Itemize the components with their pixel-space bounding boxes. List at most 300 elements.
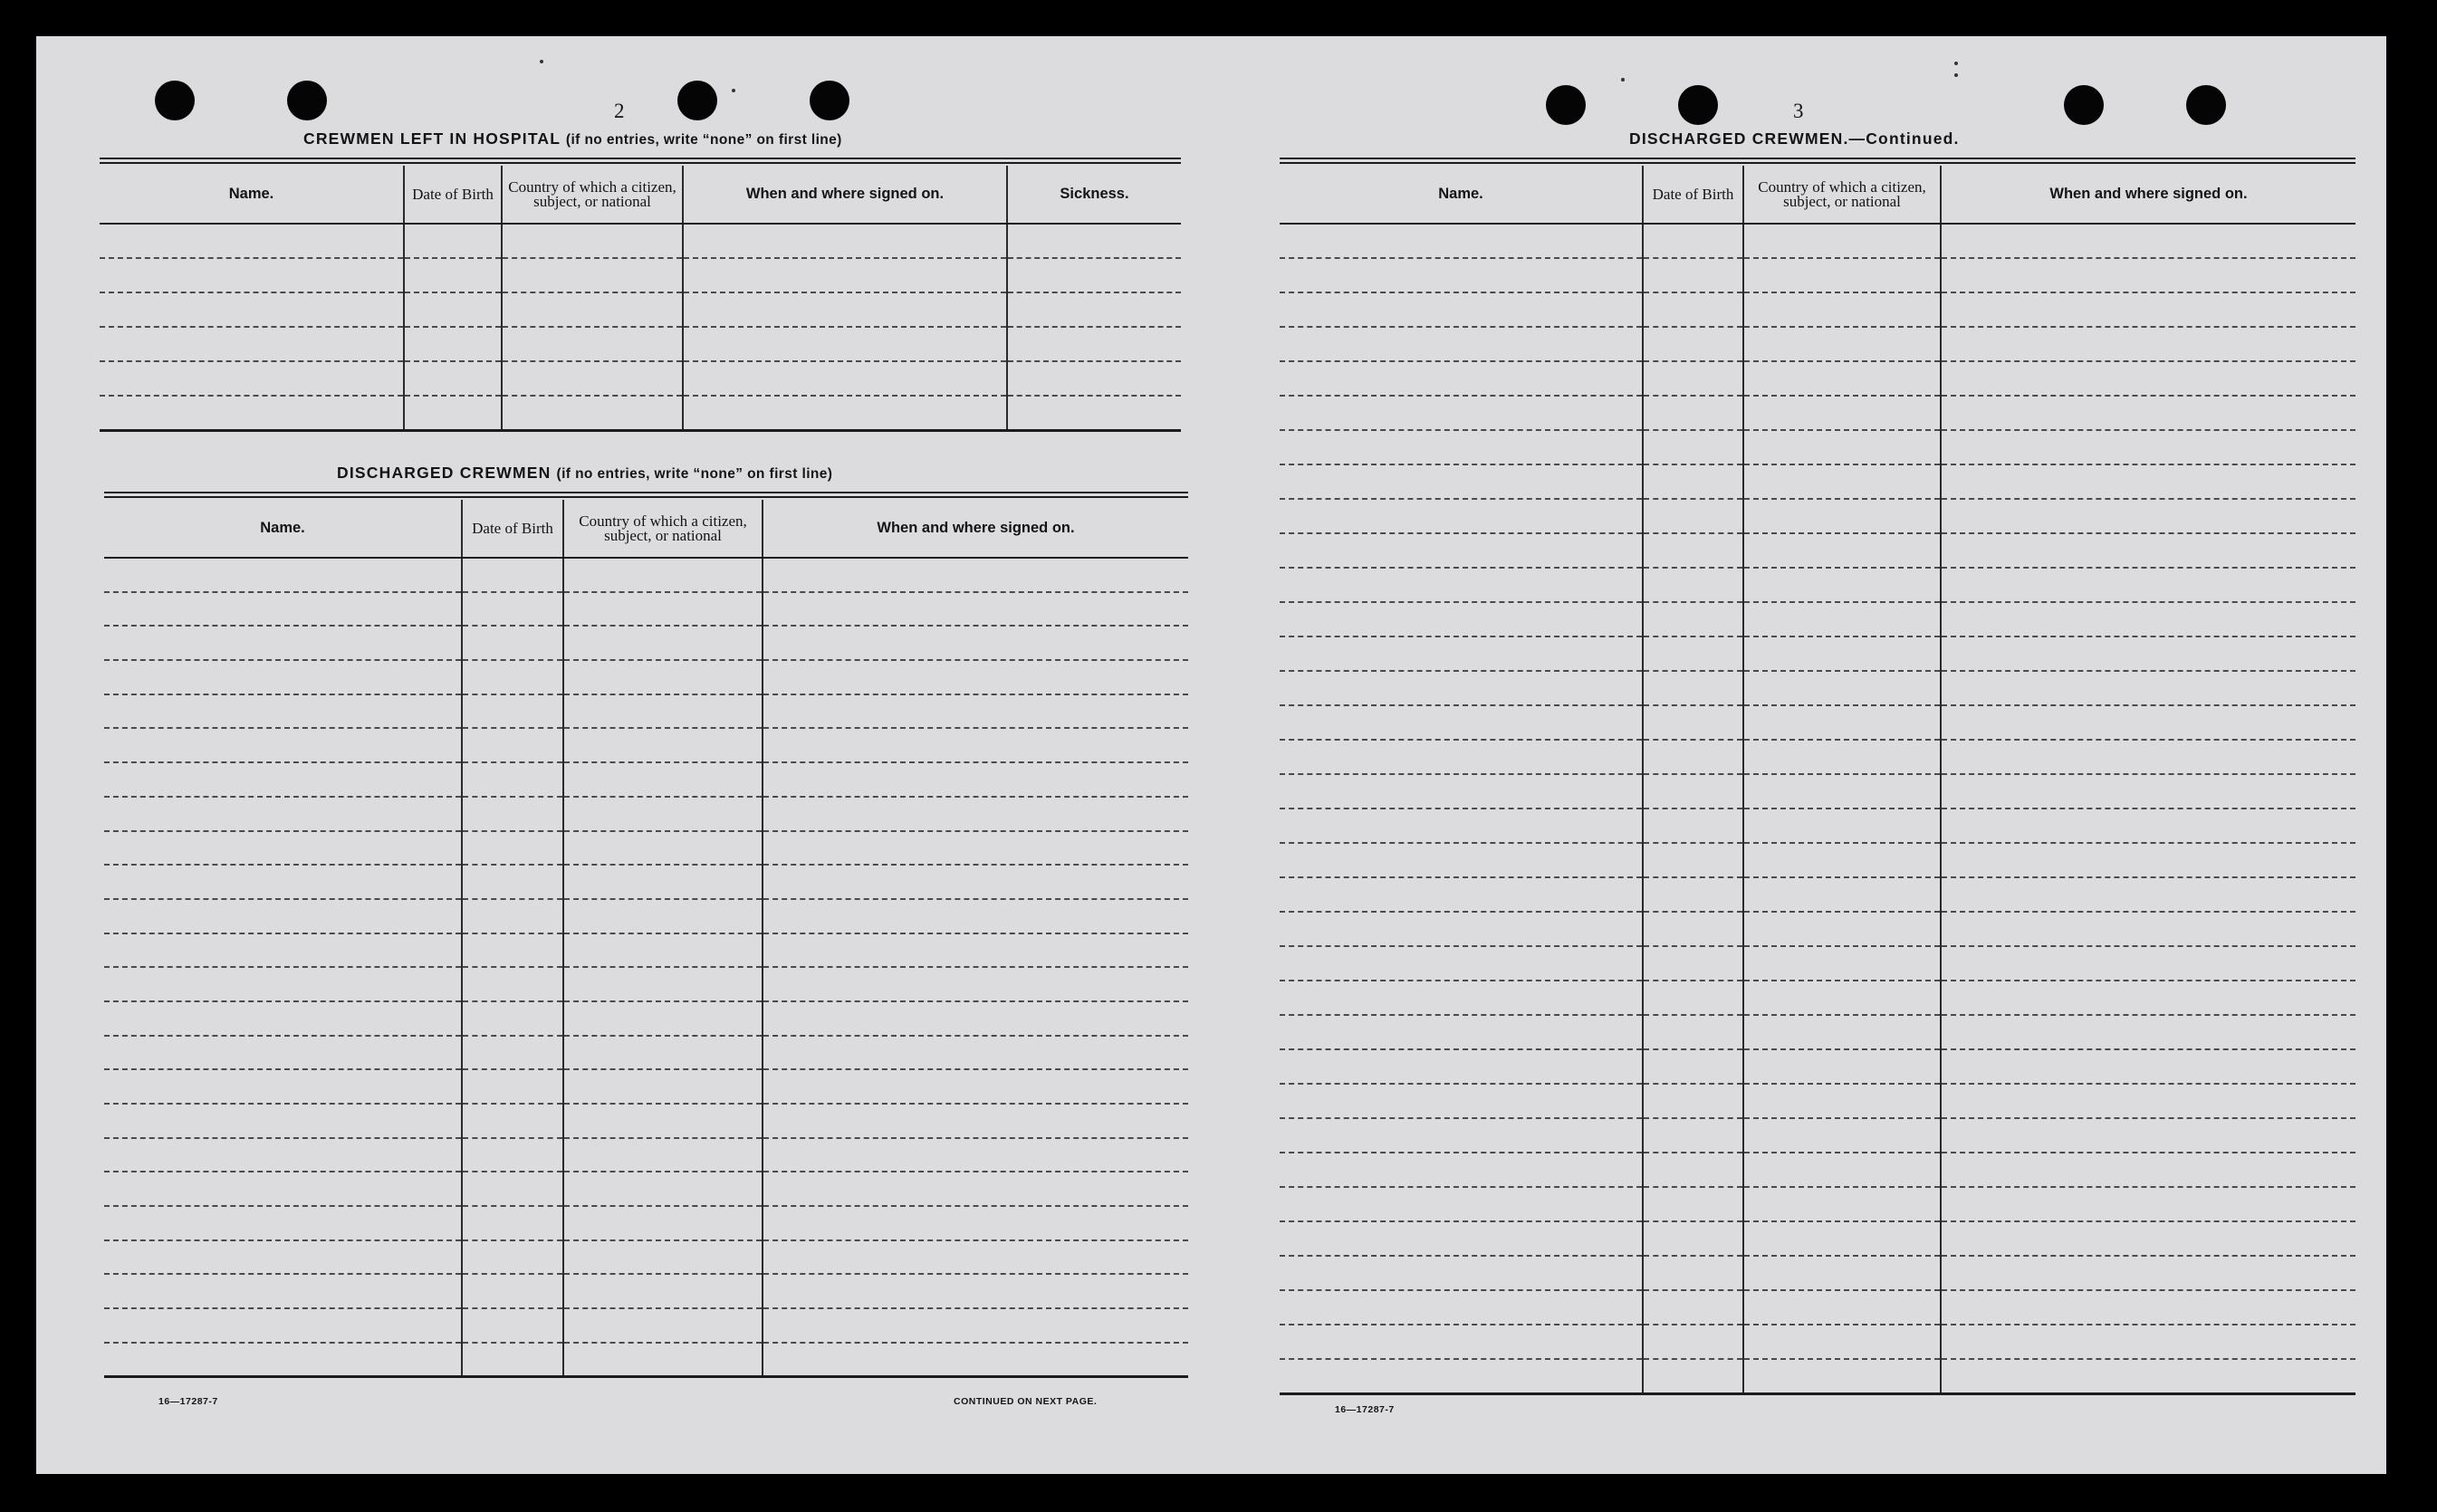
entry-cell[interactable] (100, 292, 404, 327)
entry-cell[interactable] (1643, 1153, 1743, 1187)
entry-cell[interactable] (1280, 258, 1643, 292)
entry-cell[interactable] (763, 1036, 1188, 1070)
entry-cell[interactable] (763, 967, 1188, 1001)
entry-cell[interactable] (462, 933, 563, 968)
entry-cell[interactable] (1743, 464, 1941, 499)
table-row (104, 1001, 1188, 1036)
entry-cell[interactable] (563, 865, 763, 899)
entry-cell[interactable] (763, 1308, 1188, 1343)
entry-cell[interactable] (1941, 1187, 2355, 1221)
table-row (104, 865, 1188, 899)
entry-cell[interactable] (1941, 1049, 2355, 1084)
entry-cell[interactable] (1643, 464, 1743, 499)
entry-cell[interactable] (1643, 292, 1743, 327)
entry-cell[interactable] (1743, 499, 1941, 533)
entry-cell[interactable] (104, 728, 462, 762)
entry-cell[interactable] (462, 1104, 563, 1138)
entry-cell[interactable] (104, 1308, 462, 1343)
entry-cell[interactable] (104, 592, 462, 627)
entry-cell[interactable] (462, 694, 563, 729)
entry-cell[interactable] (563, 762, 763, 797)
entry-cell[interactable] (1643, 396, 1743, 430)
entry-cell[interactable] (462, 967, 563, 1001)
entry-cell[interactable] (563, 1274, 763, 1308)
entry-cell[interactable] (104, 1036, 462, 1070)
entry-cell[interactable] (1643, 1015, 1743, 1049)
entry-cell[interactable] (1743, 774, 1941, 809)
table-row (104, 694, 1188, 729)
table-row (104, 660, 1188, 694)
entry-cell[interactable] (1280, 774, 1643, 809)
entry-cell[interactable] (462, 1274, 563, 1308)
entry-cell[interactable] (763, 1172, 1188, 1206)
entry-cell[interactable] (563, 1240, 763, 1275)
entry-cell[interactable] (404, 224, 502, 258)
entry-cell[interactable] (1941, 1118, 2355, 1153)
entry-cell[interactable] (1941, 1153, 2355, 1187)
table-row (1280, 671, 2355, 705)
entry-cell[interactable] (1941, 396, 2355, 430)
entry-cell[interactable] (683, 224, 1007, 258)
table-row (1280, 774, 2355, 809)
entry-cell[interactable] (763, 1274, 1188, 1308)
entry-cell[interactable] (1280, 327, 1643, 361)
table-row (104, 762, 1188, 797)
entry-cell[interactable] (404, 396, 502, 430)
entry-cell[interactable] (1643, 946, 1743, 981)
entry-cell[interactable] (683, 396, 1007, 430)
table-row (1280, 292, 2355, 327)
entry-cell[interactable] (1941, 705, 2355, 740)
entry-cell[interactable] (1007, 292, 1181, 327)
entry-cell[interactable] (1280, 1325, 1643, 1359)
entry-cell[interactable] (1643, 1359, 1743, 1393)
entry-cell[interactable] (1280, 1221, 1643, 1256)
entry-cell[interactable] (1743, 912, 1941, 946)
entry-cell[interactable] (1643, 877, 1743, 912)
entry-cell[interactable] (1941, 1256, 2355, 1290)
entry-cell[interactable] (1941, 464, 2355, 499)
title-double-rule (1280, 158, 2355, 159)
entry-cell[interactable] (1643, 1084, 1743, 1118)
entry-cell[interactable] (1280, 1290, 1643, 1325)
entry-cell[interactable] (1941, 981, 2355, 1015)
entry-cell[interactable] (563, 899, 763, 933)
entry-cell[interactable] (1643, 809, 1743, 843)
entry-cell[interactable] (1280, 1049, 1643, 1084)
table-row (1280, 430, 2355, 464)
entry-cell[interactable] (104, 899, 462, 933)
entry-cell[interactable] (1743, 602, 1941, 636)
entry-cell[interactable] (1743, 1290, 1941, 1325)
entry-cell[interactable] (1743, 1049, 1941, 1084)
entry-cell[interactable] (502, 224, 683, 258)
entry-cell[interactable] (462, 1138, 563, 1172)
entry-cell[interactable] (763, 728, 1188, 762)
hospital-title-text: CREWMEN LEFT IN HOSPITAL (303, 129, 561, 148)
entry-cell[interactable] (1643, 1256, 1743, 1290)
table-row (104, 558, 1188, 592)
entry-cell[interactable] (1643, 327, 1743, 361)
entry-cell[interactable] (1743, 361, 1941, 396)
entry-cell[interactable] (1643, 533, 1743, 568)
entry-cell[interactable] (462, 797, 563, 831)
entry-cell[interactable] (462, 1240, 563, 1275)
entry-cell[interactable] (683, 292, 1007, 327)
entry-cell[interactable] (683, 258, 1007, 292)
entry-cell[interactable] (502, 292, 683, 327)
table-row (1280, 499, 2355, 533)
entry-cell[interactable] (1007, 396, 1181, 430)
entry-cell[interactable] (1743, 877, 1941, 912)
entry-cell[interactable] (1743, 671, 1941, 705)
entry-cell[interactable] (502, 361, 683, 396)
table-row (100, 396, 1181, 430)
entry-cell[interactable] (502, 327, 683, 361)
entry-cell[interactable] (462, 592, 563, 627)
entry-cell[interactable] (683, 327, 1007, 361)
entry-cell[interactable] (763, 592, 1188, 627)
entry-cell[interactable] (1280, 292, 1643, 327)
table-row (100, 361, 1181, 396)
entry-cell[interactable] (1007, 327, 1181, 361)
entry-cell[interactable] (104, 1104, 462, 1138)
entry-cell[interactable] (100, 327, 404, 361)
entry-cell[interactable] (1280, 533, 1643, 568)
entry-cell[interactable] (563, 1343, 763, 1377)
entry-cell[interactable] (462, 1172, 563, 1206)
entry-cell[interactable] (462, 660, 563, 694)
entry-cell[interactable] (763, 933, 1188, 968)
entry-cell[interactable] (1643, 430, 1743, 464)
entry-cell[interactable] (563, 626, 763, 660)
table-row (1280, 877, 2355, 912)
entry-cell[interactable] (1743, 327, 1941, 361)
entry-cell[interactable] (104, 933, 462, 968)
entry-cell[interactable] (1941, 877, 2355, 912)
entry-cell[interactable] (1941, 843, 2355, 877)
entry-cell[interactable] (563, 660, 763, 694)
entry-cell[interactable] (1643, 774, 1743, 809)
entry-cell[interactable] (1743, 740, 1941, 774)
entry-cell[interactable] (1280, 361, 1643, 396)
table-row (1280, 1015, 2355, 1049)
entry-cell[interactable] (404, 361, 502, 396)
entry-cell[interactable] (1643, 1187, 1743, 1221)
entry-cell[interactable] (1941, 430, 2355, 464)
entry-cell[interactable] (1743, 809, 1941, 843)
entry-cell[interactable] (1941, 1325, 2355, 1359)
entry-cell[interactable] (1280, 499, 1643, 533)
form-number: 16—17287-7 (1335, 1404, 1395, 1415)
entry-cell[interactable] (1643, 602, 1743, 636)
entry-cell[interactable] (1643, 1118, 1743, 1153)
entry-cell[interactable] (104, 865, 462, 899)
entry-cell[interactable] (502, 396, 683, 430)
entry-cell[interactable] (404, 327, 502, 361)
entry-cell[interactable] (1280, 912, 1643, 946)
entry-cell[interactable] (1643, 224, 1743, 258)
entry-cell[interactable] (763, 1001, 1188, 1036)
entry-cell[interactable] (1743, 1118, 1941, 1153)
entry-cell[interactable] (104, 626, 462, 660)
entry-cell[interactable] (1643, 1290, 1743, 1325)
entry-cell[interactable] (1941, 224, 2355, 258)
entry-cell[interactable] (1941, 1015, 2355, 1049)
entry-cell[interactable] (1280, 740, 1643, 774)
entry-cell[interactable] (104, 967, 462, 1001)
entry-cell[interactable] (1941, 740, 2355, 774)
entry-cell[interactable] (1941, 1084, 2355, 1118)
entry-cell[interactable] (763, 626, 1188, 660)
entry-cell[interactable] (462, 1206, 563, 1240)
entry-cell[interactable] (763, 1138, 1188, 1172)
table-row (1280, 533, 2355, 568)
entry-cell[interactable] (1280, 946, 1643, 981)
entry-cell[interactable] (1743, 533, 1941, 568)
entry-cell[interactable] (763, 558, 1188, 592)
entry-cell[interactable] (1643, 705, 1743, 740)
entry-cell[interactable] (1643, 1221, 1743, 1256)
entry-cell[interactable] (563, 967, 763, 1001)
entry-cell[interactable] (683, 361, 1007, 396)
entry-cell[interactable] (563, 797, 763, 831)
entry-cell[interactable] (1007, 258, 1181, 292)
entry-cell[interactable] (563, 1308, 763, 1343)
entry-cell[interactable] (763, 899, 1188, 933)
entry-cell[interactable] (1941, 1359, 2355, 1393)
discharged-table (104, 500, 1188, 1378)
entry-cell[interactable] (1743, 292, 1941, 327)
entry-cell[interactable] (1643, 843, 1743, 877)
entry-cell[interactable] (763, 762, 1188, 797)
entry-cell[interactable] (563, 592, 763, 627)
entry-cell[interactable] (763, 1069, 1188, 1104)
entry-cell[interactable] (1280, 671, 1643, 705)
entry-cell[interactable] (563, 728, 763, 762)
entry-cell[interactable] (100, 396, 404, 430)
entry-cell[interactable] (1280, 636, 1643, 671)
entry-cell[interactable] (104, 1001, 462, 1036)
entry-cell[interactable] (563, 933, 763, 968)
entry-cell[interactable] (104, 1172, 462, 1206)
entry-cell[interactable] (1643, 981, 1743, 1015)
entry-cell[interactable] (1941, 499, 2355, 533)
entry-cell[interactable] (1280, 1256, 1643, 1290)
entry-cell[interactable] (104, 1206, 462, 1240)
punch-hole (810, 81, 849, 120)
entry-cell[interactable] (1643, 568, 1743, 602)
entry-cell[interactable] (1643, 499, 1743, 533)
entry-cell[interactable] (462, 1036, 563, 1070)
entry-cell[interactable] (1280, 224, 1643, 258)
entry-cell[interactable] (1743, 1221, 1941, 1256)
entry-cell[interactable] (1743, 636, 1941, 671)
entry-cell[interactable] (763, 831, 1188, 866)
entry-cell[interactable] (1743, 258, 1941, 292)
entry-cell[interactable] (563, 1036, 763, 1070)
entry-cell[interactable] (1941, 636, 2355, 671)
entry-cell[interactable] (1643, 1049, 1743, 1084)
hospital-table (100, 166, 1181, 432)
entry-cell[interactable] (1280, 1153, 1643, 1187)
entry-cell[interactable] (1280, 464, 1643, 499)
entry-cell[interactable] (1643, 636, 1743, 671)
entry-cell[interactable] (104, 831, 462, 866)
entry-cell[interactable] (1280, 1359, 1643, 1393)
entry-cell[interactable] (1280, 568, 1643, 602)
entry-cell[interactable] (1007, 224, 1181, 258)
entry-cell[interactable] (1743, 568, 1941, 602)
table-row (1280, 636, 2355, 671)
entry-cell[interactable] (1280, 843, 1643, 877)
entry-cell[interactable] (1743, 430, 1941, 464)
entry-cell[interactable] (1941, 361, 2355, 396)
entry-cell[interactable] (1643, 258, 1743, 292)
entry-cell[interactable] (104, 1343, 462, 1377)
entry-cell[interactable] (1643, 671, 1743, 705)
entry-cell[interactable] (462, 626, 563, 660)
entry-cell[interactable] (763, 694, 1188, 729)
entry-cell[interactable] (1743, 843, 1941, 877)
entry-cell[interactable] (1941, 258, 2355, 292)
discharged-title-note: (if no entries, write “none” on first line) (556, 466, 833, 482)
entry-cell[interactable] (563, 558, 763, 592)
entry-cell[interactable] (462, 1343, 563, 1377)
punch-hole (2064, 85, 2104, 125)
entry-cell[interactable] (462, 831, 563, 866)
entry-cell[interactable] (1743, 224, 1941, 258)
entry-cell[interactable] (1280, 1084, 1643, 1118)
discharged-continued-table (1280, 166, 2355, 1395)
entry-cell[interactable] (104, 1274, 462, 1308)
entry-cell[interactable] (462, 1001, 563, 1036)
entry-cell[interactable] (563, 1138, 763, 1172)
entry-cell[interactable] (404, 258, 502, 292)
entry-cell[interactable] (563, 1104, 763, 1138)
punch-hole (155, 81, 195, 120)
entry-cell[interactable] (1743, 1256, 1941, 1290)
entry-cell[interactable] (104, 762, 462, 797)
entry-cell[interactable] (1743, 1187, 1941, 1221)
entry-cell[interactable] (763, 1240, 1188, 1275)
entry-cell[interactable] (1941, 533, 2355, 568)
entry-cell[interactable] (1743, 981, 1941, 1015)
entry-cell[interactable] (1007, 361, 1181, 396)
table-row (1280, 1118, 2355, 1153)
entry-cell[interactable] (104, 558, 462, 592)
entry-cell[interactable] (100, 258, 404, 292)
entry-cell[interactable] (104, 660, 462, 694)
entry-cell[interactable] (1941, 774, 2355, 809)
entry-cell[interactable] (1280, 981, 1643, 1015)
table-row (100, 292, 1181, 327)
entry-cell[interactable] (104, 797, 462, 831)
entry-cell[interactable] (1743, 1153, 1941, 1187)
entry-cell[interactable] (1743, 946, 1941, 981)
entry-cell[interactable] (1743, 1359, 1941, 1393)
entry-cell[interactable] (1643, 740, 1743, 774)
entry-cell[interactable] (502, 258, 683, 292)
entry-cell[interactable] (563, 1069, 763, 1104)
entry-cell[interactable] (104, 1069, 462, 1104)
entry-cell[interactable] (462, 1308, 563, 1343)
entry-cell[interactable] (763, 1206, 1188, 1240)
entry-cell[interactable] (1280, 809, 1643, 843)
entry-cell[interactable] (462, 558, 563, 592)
entry-cell[interactable] (1743, 1325, 1941, 1359)
entry-cell[interactable] (404, 292, 502, 327)
entry-cell[interactable] (763, 865, 1188, 899)
entry-cell[interactable] (1941, 809, 2355, 843)
entry-cell[interactable] (1280, 1187, 1643, 1221)
entry-cell[interactable] (1941, 1221, 2355, 1256)
left-form-page (36, 36, 1220, 1474)
col-country-header: Country of which a citizen, subject, or national (1743, 166, 1941, 224)
entry-cell[interactable] (1280, 602, 1643, 636)
entry-cell[interactable] (1941, 912, 2355, 946)
entry-cell[interactable] (1941, 568, 2355, 602)
table-row (1280, 1359, 2355, 1393)
entry-cell[interactable] (100, 224, 404, 258)
entry-cell[interactable] (1280, 1015, 1643, 1049)
table-row (1280, 464, 2355, 499)
entry-cell[interactable] (462, 728, 563, 762)
entry-cell[interactable] (462, 865, 563, 899)
entry-cell[interactable] (1643, 912, 1743, 946)
entry-cell[interactable] (1941, 946, 2355, 981)
entry-cell[interactable] (1743, 705, 1941, 740)
table-row (104, 592, 1188, 627)
col-dob-header: Date of Birth (1643, 166, 1743, 224)
entry-cell[interactable] (462, 762, 563, 797)
entry-cell[interactable] (1941, 327, 2355, 361)
entry-cell[interactable] (1941, 292, 2355, 327)
entry-cell[interactable] (563, 1172, 763, 1206)
entry-cell[interactable] (462, 899, 563, 933)
entry-cell[interactable] (104, 694, 462, 729)
entry-cell[interactable] (1941, 671, 2355, 705)
entry-cell[interactable] (563, 694, 763, 729)
entry-cell[interactable] (1643, 361, 1743, 396)
entry-cell[interactable] (104, 1138, 462, 1172)
entry-cell[interactable] (763, 660, 1188, 694)
entry-cell[interactable] (1743, 1084, 1941, 1118)
entry-cell[interactable] (1280, 430, 1643, 464)
entry-cell[interactable] (1743, 396, 1941, 430)
entry-cell[interactable] (563, 1206, 763, 1240)
entry-cell[interactable] (563, 831, 763, 866)
entry-cell[interactable] (104, 1240, 462, 1275)
entry-cell[interactable] (1643, 1325, 1743, 1359)
entry-cell[interactable] (1280, 705, 1643, 740)
table-row (100, 224, 1181, 258)
entry-cell[interactable] (100, 361, 404, 396)
entry-cell[interactable] (763, 797, 1188, 831)
entry-cell[interactable] (563, 1001, 763, 1036)
entry-cell[interactable] (1280, 877, 1643, 912)
entry-cell[interactable] (1743, 1015, 1941, 1049)
entry-cell[interactable] (763, 1104, 1188, 1138)
entry-cell[interactable] (1941, 602, 2355, 636)
entry-cell[interactable] (763, 1343, 1188, 1377)
entry-cell[interactable] (1280, 1118, 1643, 1153)
entry-cell[interactable] (1941, 1290, 2355, 1325)
entry-cell[interactable] (462, 1069, 563, 1104)
entry-cell[interactable] (1280, 396, 1643, 430)
table-row (104, 831, 1188, 866)
table-row (1280, 1049, 2355, 1084)
